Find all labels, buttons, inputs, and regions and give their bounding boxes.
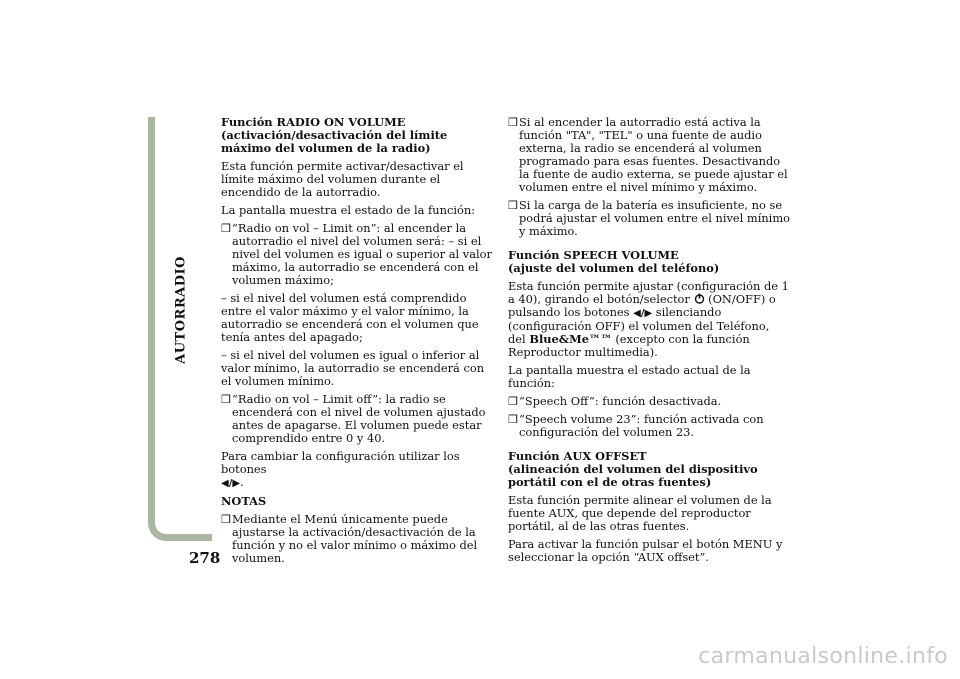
notes-heading: NOTAS [221, 494, 267, 508]
list-item [221, 222, 497, 287]
checkbox-bullet-icon: ❒ [221, 393, 231, 406]
list-item-text: “Radio on vol – Limit off”: la radio se encenderá con el nivel de volumen ajustado antes de apagarse. El volumen puede estar comprendido entre 0 y 40. [232, 392, 486, 445]
paragraph [221, 450, 497, 490]
arrow-buttons-icon: ◀/▶ [633, 308, 653, 319]
list-item [508, 116, 790, 194]
power-knob-icon [694, 293, 705, 304]
list-item [508, 199, 790, 238]
list-item-text: Mediante el Menú únicamente puede ajustarse la activación/desactivación de la función y no el valor mínimo o máximo del volumen. [232, 512, 478, 565]
paragraph-text: Para cambiar la configuración utilizar los botones [221, 449, 460, 476]
aux-offset-heading [508, 450, 790, 489]
paragraph: Esta función permite alinear el volumen de la fuente AUX, que depende del reproductor portátil, al de las otras fuentes. [508, 493, 772, 533]
paragraph-text: . [240, 475, 244, 489]
list-item-text: Si la carga de la batería es insuficiente, no se podrá ajustar el volumen entre el nivel mínimo y máximo. [519, 198, 790, 238]
arrow-buttons-icon: ◀/▶ [221, 478, 241, 489]
paragraph: Esta función permite activar/desactivar el límite máximo del volumen durante el encendido de la autorradio. [221, 159, 464, 199]
section-side-label-text: AUTORRADIO [173, 256, 189, 364]
paragraph-text: silenciando (configuración OFF) el volumen del Teléfono, del [508, 305, 770, 346]
list-item-text: Si al encender la autorradio está activa la función "TA", "TEL" o una fuente de audio externa, la radio se encenderá al volumen programado para esas fuentes. Desactivando la fuente de audio externa, se puede ajustar el volumen entre el nivel mínimo y máximo. [519, 115, 788, 194]
paragraph-text: Esta función permite ajustar (configuración de 1 a 40), girando el botón/selector [508, 279, 789, 306]
brand-name: Blue&Me™™ [529, 332, 612, 346]
list-item [221, 513, 497, 565]
aux-offset-subtitle: (alineación del volumen del dispositivo portátil con el de otras fuentes) [508, 462, 758, 489]
list-item [221, 393, 497, 445]
radio-on-volume-title: Función RADIO ON VOLUME [221, 115, 406, 129]
paragraph: Para activar la función pulsar el botón MENU y seleccionar la opción “AUX offset”. [508, 537, 783, 564]
paragraph: – si el nivel del volumen es igual o inferior al valor mínimo, la autorradio se encenderá con el volumen mínimo. [221, 348, 485, 388]
checkbox-bullet-icon: ❒ [221, 513, 231, 526]
list-item-text: “Radio on vol – Limit on”: al encender la autorradio el nivel del volumen será: – si el nivel del volumen es igual o superior al valor máximo, la autorradio se encenderá con el volumen máximo; [232, 221, 492, 287]
page-frame-horizontal [190, 534, 212, 541]
left-column [221, 116, 497, 570]
page-frame-corner [148, 517, 192, 541]
paragraph: La pantalla muestra el estado actual de la función: [508, 363, 751, 390]
page-number: 278 [189, 549, 221, 567]
watermark: carmanualsonline.info [698, 644, 948, 669]
section-side-label [171, 250, 191, 370]
page-frame-vertical [148, 117, 155, 517]
speech-volume-heading [508, 249, 790, 275]
checkbox-bullet-icon: ❒ [221, 222, 231, 235]
radio-on-volume-subtitle: (activación/desactivación del límite máximo del volumen de la radio) [221, 128, 448, 155]
list-item [508, 395, 790, 408]
list-item-text: “Speech volume 23”: función activada con configuración del volumen 23. [519, 412, 764, 439]
paragraph-text: (ON/OFF) o pulsando los botones [508, 292, 776, 319]
aux-offset-title: Función AUX OFFSET [508, 449, 647, 463]
list-item-text: “Speech Off”: función desactivada. [519, 394, 722, 408]
paragraph-text: (excepto con la función Reproductor multimedia). [508, 332, 750, 359]
list-item [508, 413, 790, 439]
checkbox-bullet-icon: ❒ [508, 413, 518, 426]
checkbox-bullet-icon: ❒ [508, 395, 518, 408]
paragraph [508, 280, 790, 359]
speech-volume-subtitle: (ajuste del volumen del teléfono) [508, 261, 720, 275]
speech-volume-title: Función SPEECH VOLUME [508, 248, 679, 262]
paragraph: La pantalla muestra el estado de la función: [221, 203, 475, 217]
paragraph: – si el nivel del volumen está comprendido entre el valor máximo y el valor mínimo, la autorradio se encenderá con el volumen que tenía antes del apagado; [221, 291, 479, 344]
checkbox-bullet-icon: ❒ [508, 116, 518, 129]
checkbox-bullet-icon: ❒ [508, 199, 518, 212]
right-column [508, 116, 790, 569]
radio-on-volume-heading [221, 116, 497, 155]
